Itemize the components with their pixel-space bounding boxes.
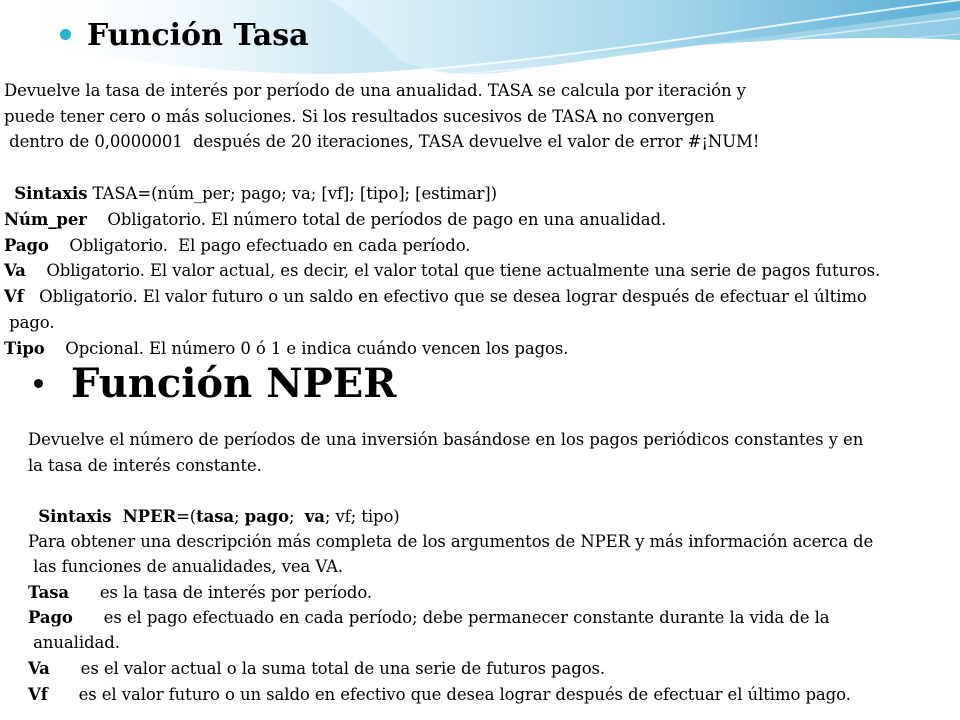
bullet-icon (60, 29, 71, 40)
tasa-arg (4, 336, 568, 362)
arg-name: Tipo (4, 339, 45, 358)
nper-arg (28, 630, 120, 656)
syntax-label: Sintaxis NPER (38, 507, 177, 526)
syntax-part: ; (289, 507, 305, 526)
tasa-arg (4, 258, 880, 284)
arg-text: es el valor actual o la suma total de una serie de futuros pagos. (49, 659, 606, 678)
tasa-desc-line: dentro de 0,0000001 después de 20 iteraciones, TASA devuelve el valor de error #¡NUM! (4, 132, 760, 151)
arg-text: es el pago efectuado en cada período; debe permanecer constante durante la vida de la (72, 608, 830, 627)
arg-name: Va (28, 659, 50, 678)
syntax-text: TASA=(núm_per; pago; va; [vf]; [tipo]; [estimar]) (87, 184, 497, 203)
arg-text: es la tasa de interés por período. (68, 583, 373, 602)
arg-text: Obligatorio. El número total de períodos de pago en una anualidad. (86, 210, 667, 229)
nper-desc-line: la tasa de interés constante. (28, 456, 262, 475)
nper-title: Función NPER (71, 360, 397, 407)
arg-name: Tasa (28, 583, 69, 602)
arg-name: Vf (4, 287, 24, 306)
tasa-desc-line: Devuelve la tasa de interés por período de una anualidad. TASA se calcula por iteración y (4, 81, 746, 100)
arg-name: Vf (28, 685, 48, 704)
tasa-desc-line: puede tener cero o más soluciones. Si los resultados sucesivos de TASA no convergen (4, 107, 715, 126)
arg-name: Pago (4, 236, 49, 255)
nper-arg (28, 656, 605, 682)
nper-arg (28, 605, 829, 631)
bullet-icon (34, 379, 43, 388)
nper-heading (34, 360, 396, 407)
tasa-heading (60, 18, 309, 53)
arg-name: Pago (28, 608, 73, 627)
arg-name: Va (4, 261, 26, 280)
nper-arg (28, 682, 851, 708)
syntax-part: ; (234, 507, 245, 526)
tasa-arg (4, 233, 470, 259)
syntax-part: pago (244, 507, 290, 526)
arg-text: Opcional. El número 0 ó 1 e indica cuándo vencen los pagos. (44, 339, 569, 358)
arg-text: es el valor futuro o un saldo en efectivo que desea lograr después de efectuar el último pago. (47, 685, 851, 704)
nper-info-line: Para obtener una descripción más completa de los argumentos de NPER y más información acerca de (28, 532, 874, 551)
nper-syntax (28, 478, 400, 530)
tasa-title: Función Tasa (87, 18, 309, 53)
syntax-part: =( (176, 507, 197, 526)
arg-text: anualidad. (28, 633, 120, 652)
tasa-arg (4, 284, 867, 310)
arg-text: pago. (4, 313, 55, 332)
tasa-syntax (4, 155, 497, 207)
arg-text: Obligatorio. El pago efectuado en cada período. (48, 236, 471, 255)
syntax-part: tasa (196, 507, 235, 526)
arg-text: Obligatorio. El valor futuro o un saldo en efectivo que se desea lograr después de efectuar el último (23, 287, 867, 306)
syntax-label: Sintaxis (14, 184, 88, 203)
nper-info-line: las funciones de anualidades, vea VA. (28, 557, 344, 576)
tasa-arg (4, 207, 666, 233)
nper-arg (28, 580, 372, 606)
nper-desc-line: Devuelve el número de períodos de una inversión basándose en los pagos periódicos constantes y en (28, 430, 864, 449)
syntax-part: va (304, 507, 325, 526)
arg-name: Núm_per (4, 210, 87, 229)
arg-text: Obligatorio. El valor actual, es decir, el valor total que tiene actualmente una serie de pagos futuros. (25, 261, 881, 280)
tasa-arg (4, 310, 55, 336)
syntax-part: ; vf; tipo) (324, 507, 400, 526)
